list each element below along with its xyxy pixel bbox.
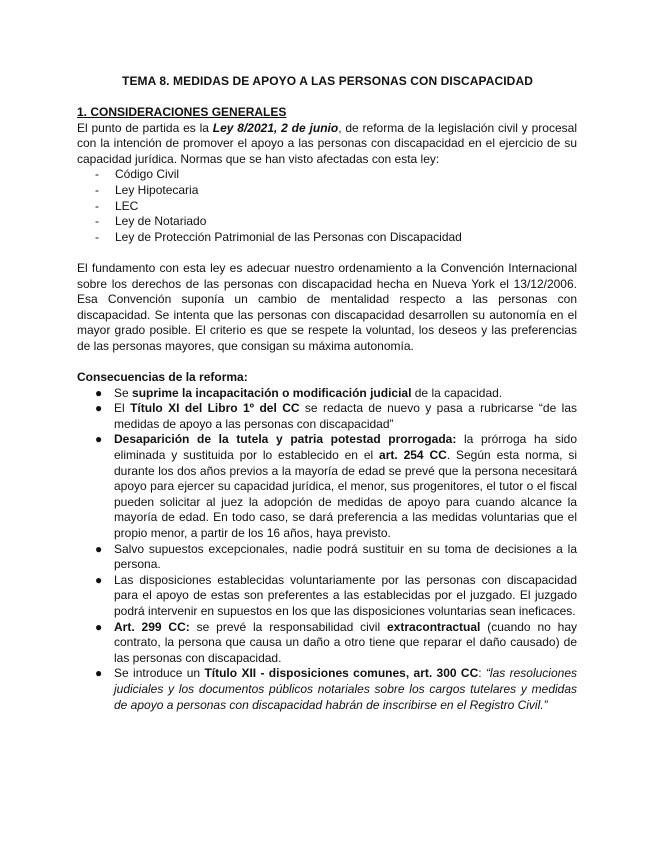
consequences-heading: Consecuencias de la reforma: (77, 370, 248, 385)
list-item: ● Se suprime la incapacitación o modificación judicial de la capacidad. (95, 385, 503, 400)
list-item: ● Se introduce un Título XII - disposiciones comunes, art. 300 CC: “las resoluciones judiciales y los documentos públicos notariales sobre los cargos tutelares y medidas de apoyo a personas con discapacidad habrán de inscribirse en el Registro Civil.” (95, 666, 577, 712)
list-item: - Ley de Notariado (95, 214, 207, 229)
document-title: TEMA 8. MEDIDAS DE APOYO A LAS PERSONAS CON DISCAPACIDAD (122, 74, 533, 88)
list-item: - Ley de Protección Patrimonial de las Personas con Discapacidad (95, 229, 462, 244)
list-item: - Código Civil (95, 167, 180, 182)
document-body (77, 105, 577, 713)
list-item: ● Desaparición de la tutela y patria potestad prorrogada: la prórroga ha sido eliminada y sustituida por lo establecido en el art. 254 CC. Según esta norma, si durante los dos años previos a la mayoría de edad se prevé que la persona necesitará apoyo para ejercer su capacidad jurídica, el menor, sus progenitores, el tutor o el fiscal pueden solicitar al juez la adopción de medidas de apoyo para cuando alcance la mayoría de edad. En todo caso, se dará preferencia a las medidas voluntarias que el propio menor, a partir de los 16 años, haya previsto. (95, 432, 578, 541)
section-heading: 1. CONSIDERACIONES GENERALES (77, 105, 287, 119)
list-item: ● El Título XI del Libro 1º del CC se redacta de nuevo y pasa a rubricarse “de las medidas de apoyo a las personas con discapacidad” (95, 401, 577, 431)
consequences-list (77, 386, 577, 713)
foundation-paragraph: El fundamento con esta ley es adecuar nuestro ordenamiento a la Convención Internacional sobre los derechos de las personas con discapacidad hecha en Nueva York el 13/12/2006. Esa Convención suponía un cambio de mentalidad respecto a las personas con discapacidad. Se intenta que las personas con discapacidad desarrollen su autonomía en el mayor grado posible. El criterio es que se respete la voluntad, los deseos y las preferencias de las personas mayores, que consigan su máxima autonomía. (77, 260, 577, 353)
quoted-text: “las resoluciones judiciales y los documentos públicos notariales sobre los cargos tutelares y medidas de apoyo a personas con discapacidad habrán de inscribirse en el Registro Civil.” (114, 666, 577, 712)
affected-laws-list (77, 167, 577, 245)
list-item: - LEC (95, 198, 139, 213)
list-item: - Ley Hipotecaria (95, 182, 199, 197)
list-item: ● Art. 299 CC: se prevé la responsabilidad civil extracontractual (cuando no hay contrato, la persona que causa un daño a otro tiene que reparar el daño causado) de las personas con discapacidad. (95, 619, 578, 665)
law-reference: Ley 8/2021, 2 de junio (212, 120, 339, 135)
list-item: ● Salvo supuestos excepcionales, nadie podrá sustituir en su toma de decisiones a la persona. (95, 541, 577, 572)
intro-paragraph: El punto de partida es la Ley 8/2021, 2 de junio, de reforma de la legislación civil y procesal con la intención de promover el apoyo a las personas con discapacidad en el ejercicio de su capacidad jurídica. Normas que se han visto afectadas con esta ley: (77, 120, 577, 166)
list-item: ● Las disposiciones establecidas voluntariamente por las personas con discapacidad para el apoyo de estas son preferentes a las establecidas por el juzgado. El juzgado podrá intervenir en supuestos en los que las disposiciones voluntarias sean ineficaces. (95, 572, 577, 618)
